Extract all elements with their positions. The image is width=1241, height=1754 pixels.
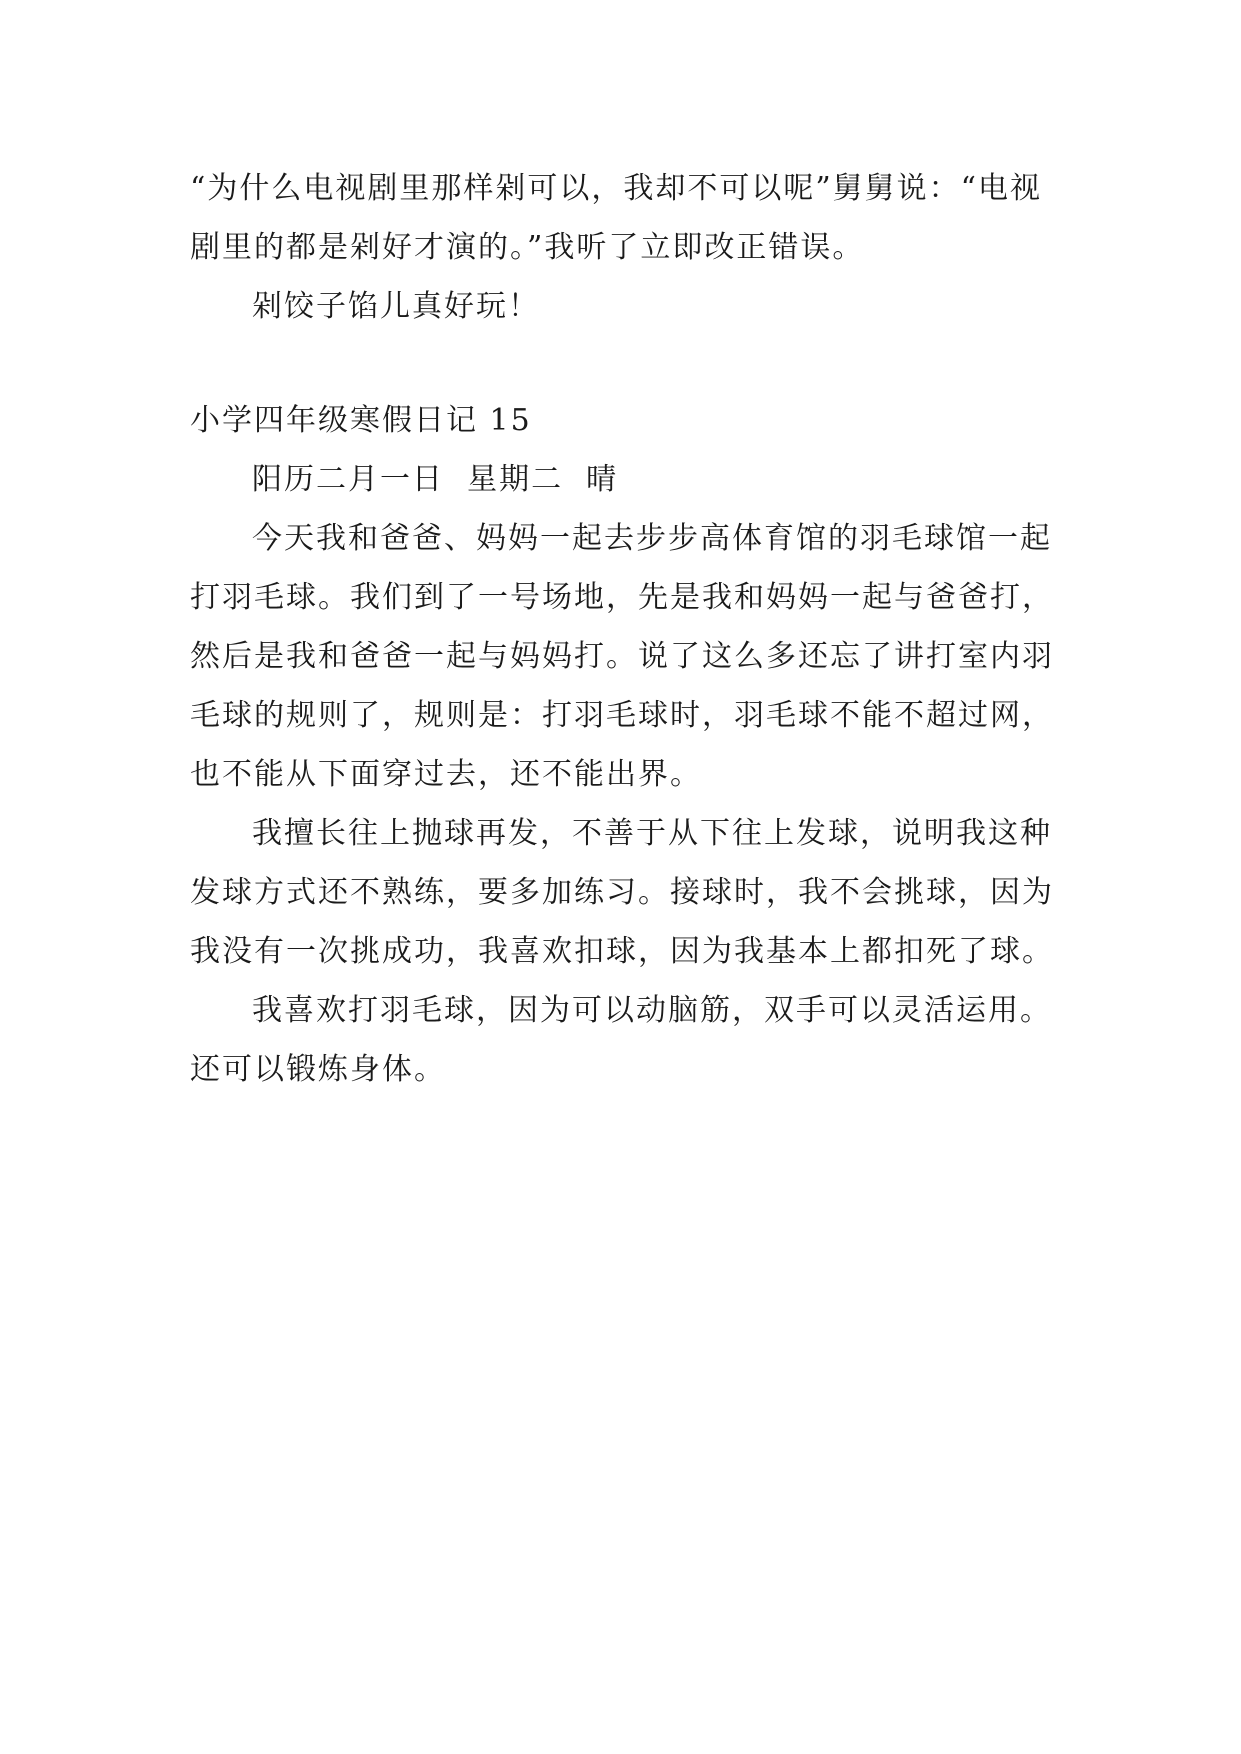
paragraph: 剁饺子馅儿真好玩！ — [252, 289, 540, 324]
entry-date-line: 阳历二月一日 星期二 晴 — [252, 462, 619, 497]
paragraph: 我擅长往上抛球再发，不善于从下往上发球，说明我这种发球方式还不熟练，要多加练习。接球时，我不会挑球，因为我没有一次挑成功，我喜欢扣球，因为我基本上都扣死了球。 — [190, 816, 1054, 969]
paragraph: 我喜欢打羽毛球，因为可以动脑筋，双手可以灵活运用。还可以锻炼身体。 — [190, 993, 1052, 1087]
paragraph: 今天我和爸爸、妈妈一起去步步高体育馆的羽毛球馆一起打羽毛球。我们到了一号场地，先是我和妈妈一起与爸爸打，然后是我和爸爸一起与妈妈打。说了这么多还忘了讲打室内羽毛球的规则了，规则是：打羽毛球时，羽毛球不能不超过网，也不能从下面穿过去，还不能出界。 — [190, 521, 1054, 792]
paragraph: “为什么电视剧里那样剁可以，我却不可以呢”舅舅说：“电视剧里的都是剁好才演的。”我听了立即改正错误。 — [190, 171, 1043, 265]
entry-title: 小学四年级寒假日记 15 — [190, 403, 532, 438]
diary-entry-15 — [190, 391, 1060, 1099]
previous-entry-ending — [190, 159, 1060, 336]
